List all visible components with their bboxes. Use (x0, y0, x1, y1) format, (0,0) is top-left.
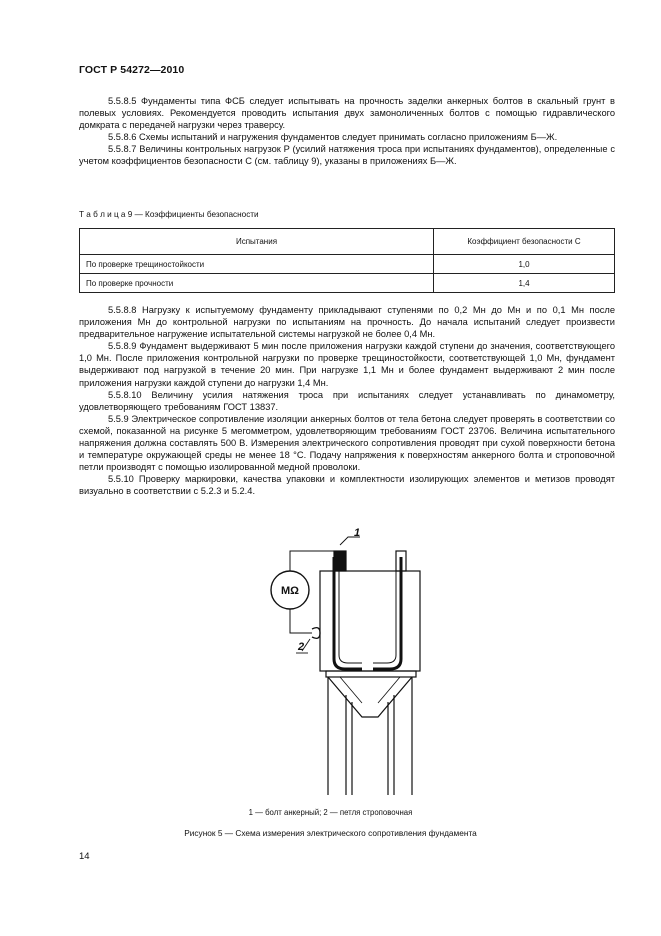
foundation-leg-right (388, 677, 412, 795)
table-row (80, 274, 615, 293)
paragraph-5-5-8-5: 5.5.8.5 Фундаменты типа ФСБ следует испытывать на прочность заделки анкерных болтов в скальный грунт в полевых условиях. Рекомендуется проводить испытания двух замоноличенных болтов с помощью гидравлического домкрата с передачей нагрузки через траверсу. (79, 96, 615, 131)
anchor-bolt-right-inner (373, 559, 396, 663)
paragraph-5-5-10: 5.5.10 Проверку маркировки, качества упаковки и комплектности изолирующих элементов и метизов проводят визуально в соответствии с 5.2.3 и 5.2.4. (79, 474, 615, 497)
table-header-row (80, 229, 615, 255)
foundation-leg-left (328, 677, 352, 795)
paragraph-5-5-8-7: 5.5.8.7 Величины контрольных нагрузок P (усилий натяжения троса при испытаниях фундаментов), определенные с учетом коэффициентов безопасности C (см. таблицу 9), указаны в приложениях Б—Ж. (79, 144, 615, 167)
wire-to-loop (290, 609, 312, 633)
figure-caption: Рисунок 5 — Схема измерения электрического сопротивления фундамента (184, 828, 477, 838)
taper-inner-lines (340, 677, 400, 703)
table-cell: По проверке прочности (80, 274, 434, 293)
table-caption: Т а б л и ц а 9 — Коэффициенты безопасности (79, 210, 259, 219)
page-number: 14 (79, 851, 90, 862)
anchor-bolt-right (373, 557, 401, 669)
paragraph-5-5-9: 5.5.9 Электрическое сопротивление изоляции анкерных болтов от тела бетона следует проверять в соответствии со схемой, показанной на рисунке 5 мегомметром, удовлетворяющим требованиям ГОСТ 23706. Величина испытательного напряжения должна составлять 500 В. Измерения электрического сопротивления проводят при сухой поверхности бетона и температуре окружающей среды не менее 18 °С. Подачу напряжения к поверхностям анкерного болта и строповочной петли производят с помощью изолированной медной проволоки. (79, 413, 615, 473)
lifting-loop (312, 628, 320, 639)
foundation-plinth (326, 671, 416, 677)
bolt-head-left (334, 551, 346, 571)
safety-coefficients-table (79, 228, 615, 293)
table-row (80, 255, 615, 274)
anchor-bolt-left (334, 557, 362, 669)
col-header-coefficient: Коэффициент безопасности C (434, 229, 615, 255)
text-block-2 (79, 304, 615, 498)
table-cell: 1,4 (434, 274, 615, 293)
table-cell: По проверке трещиностойкости (80, 255, 434, 274)
document-header: ГОСТ Р 54272—2010 (79, 64, 185, 76)
callout-1: 1 (354, 527, 361, 539)
foundation-taper (328, 677, 412, 717)
figure-5-diagram (250, 527, 440, 795)
anchor-bolt-left-inner (339, 559, 362, 663)
col-header-tests: Испытания (80, 229, 434, 255)
callout-2: 2 (298, 641, 305, 653)
paragraph-5-5-8-6: 5.5.8.6 Схемы испытаний и нагружения фундаментов следует принимать согласно приложениям Б—Ж. (108, 132, 558, 143)
paragraph-5-5-8-8: 5.5.8.8 Нагрузку к испытуемому фундаменту прикладывают ступенями по 0,2 Mн до Mн и по 0,1 Mн после приложения Mн до контрольной нагрузки по испытаниям на прочность. До начала испытаний следует произвести предварительное нагружение испытательной системы нагрузкой не более 0,4 Mн. (79, 305, 615, 340)
paragraph-5-5-8-10: 5.5.8.10 Величину усилия натяжения троса при испытаниях следует устанавливать по динамометру, удовлетворяющего требованиям ГОСТ 13837. (79, 389, 615, 412)
table-cell: 1,0 (434, 255, 615, 274)
wire-to-bolt (290, 551, 334, 571)
megohmmeter-label: MΩ (281, 585, 299, 597)
text-block-1 (79, 95, 615, 168)
paragraph-5-5-8-9: 5.5.8.9 Фундамент выдерживают 5 мин после приложения нагрузки каждой ступени до значения, соответствующего 1,0 Mн. После приложения контрольной нагрузки по проверке трещиностойкости, соответствующей 1,0 Mн, фундамент выдерживают под нагрузкой в течение 20 мин. При нагрузке 1,1 Mн и более фундамент выдерживают 2 мин после приложения нагрузки каждой ступени до нагрузки 1,4 Mн. (79, 341, 615, 388)
figure-legend: 1 — болт анкерный; 2 — петля строповочная (248, 808, 413, 817)
